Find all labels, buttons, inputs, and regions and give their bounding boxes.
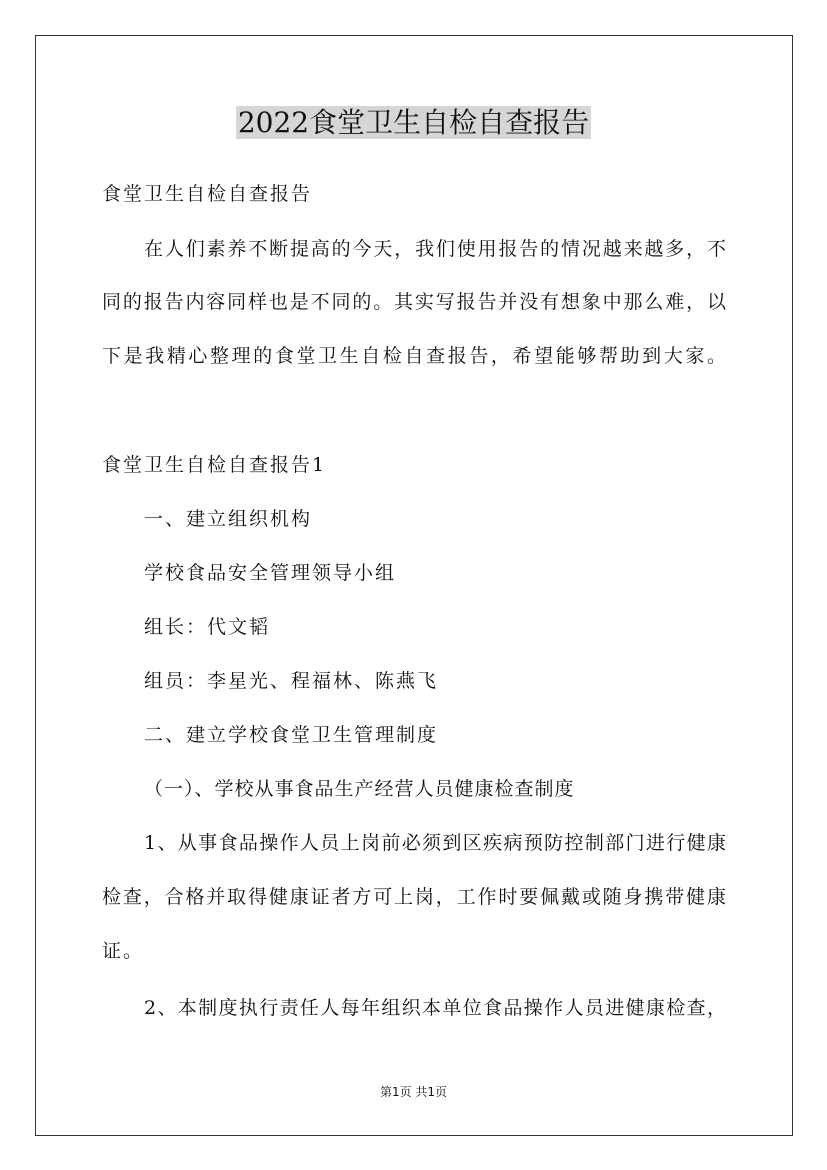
intro-line-2: 同的报告内容同样也是不同的。其实写报告并没有想象中那么难，以 — [102, 291, 726, 313]
document-title — [0, 103, 827, 143]
section-heading: 食堂卫生自检自查报告1 — [102, 454, 327, 476]
title-text: 2022食堂卫生自检自查报告 — [237, 106, 590, 139]
group-name: 学校食品安全管理领导小组 — [144, 562, 397, 584]
page-footer: 第1页 共1页 — [379, 1085, 448, 1099]
system-heading: 二、建立学校食堂卫生管理制度 — [144, 724, 439, 746]
rule1-line-3: 证。 — [102, 940, 145, 962]
org-heading: 一、建立组织机构 — [144, 508, 313, 530]
rule1-line-2: 检查，合格并取得健康证者方可上岗，工作时要佩戴或随身携带健康 — [102, 886, 726, 908]
sub-heading: （一）、学校从事食品生产经营人员健康检查制度 — [144, 778, 575, 800]
members-line: 组员：李星光、程福林、陈燕飞 — [144, 670, 439, 692]
leader-line: 组长：代文韬 — [144, 616, 271, 638]
rule2-line-1: 2、本制度执行责任人每年组织本单位食品操作人员进健康检查， — [144, 997, 726, 1019]
intro-line-1: 在人们素养不断提高的今天，我们使用报告的情况越来越多，不 — [144, 238, 726, 260]
rule1-line-1: 1、从事食品操作人员上岗前必须到区疾病预防控制部门进行健康 — [144, 832, 726, 854]
intro-line-3: 下是我精心整理的食堂卫生自检自查报告，希望能够帮助到大家。 — [102, 345, 726, 367]
subtitle: 食堂卫生自检自查报告 — [102, 183, 313, 205]
